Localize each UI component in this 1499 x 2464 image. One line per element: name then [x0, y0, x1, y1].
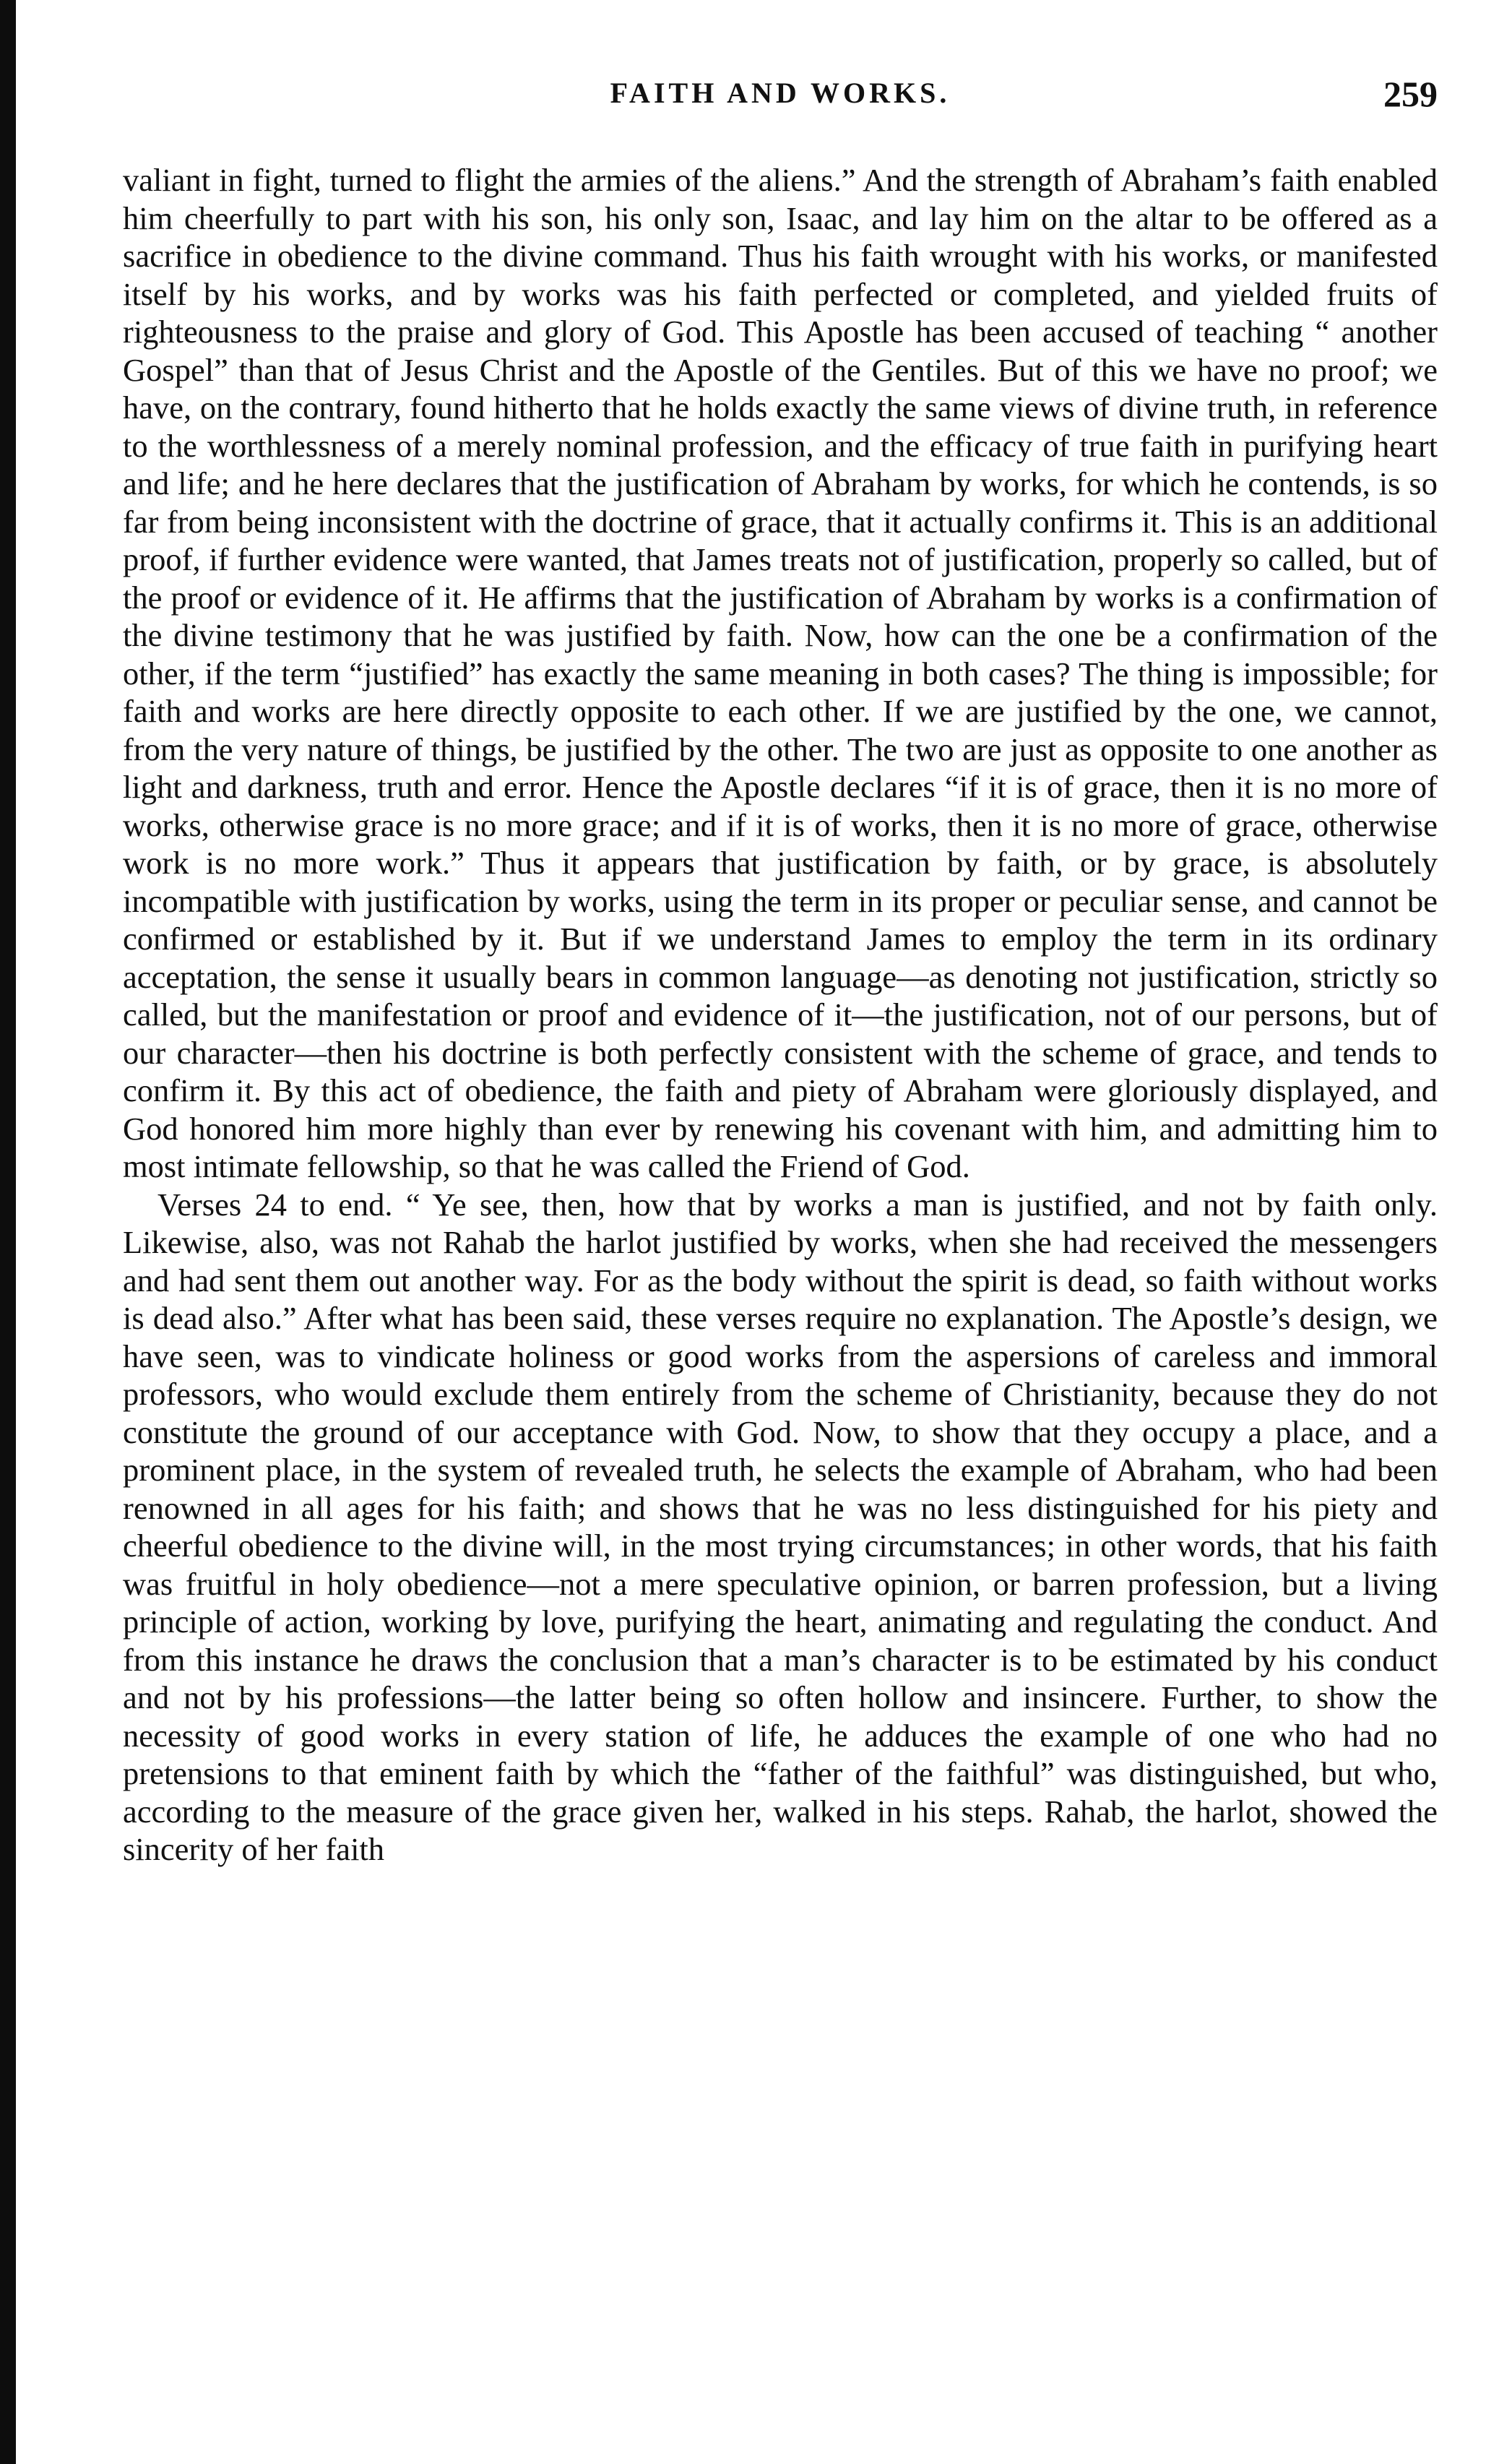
paragraph-continued: valiant in fight, turned to flight the armies of the aliens.” And the strength of Abraham’s faith enabled him cheerfully to part with his son, his only son, Isaac, and lay him on the altar to be offered as a sacrifice in obedience to the divine command. Thus his faith wrought with his works, or manifested itself by his works, and by works was his faith perfected or completed, and yielded fruits of righteousness to the praise and glory of God. This Apostle has been accused of teaching “ another Gospel” than that of Jesus Christ and the Apostle of the Gentiles. But of this we have no proof; we have, on the contrary, found hitherto that he holds exactly the same views of divine truth, in reference to the worthlessness of a merely nominal profession, and the efficacy of true faith in purifying heart and life; and he here declares that the justification of Abraham by works, for which he contends, is so far from being inconsistent with the doctrine of grace, that it actually confirms it. This is an additional proof, if further evidence were wanted, that James treats not of justification, properly so called, but of the proof or evidence of it. He affirms that the justification of Abraham by works is a confirmation of the divine testimony that he was justified by faith. Now, how can the one be a confirmation of the other, if the term “justified” has exactly the same meaning in both cases? The thing is impossible; for faith and works are here directly opposite to each other. If we are justified by the one, we cannot, from the very nature of things, be justified by the other. The two are just as opposite to one another as light and darkness, truth and error. Hence the Apostle declares “if it is of grace, then it is no more of works, otherwise grace is no more grace; and if it is of works, then it is no more of grace, otherwise work is no more work.” Thus it appears that justification by faith, or by grace, is absolutely incompatible with justification by works, using the term in its proper or peculiar sense, and cannot be confirmed or established by it. But if we understand James to employ the term in its ordinary acceptation, the sense it usually bears in common language—as denoting not justification, strictly so called, but the manifestation or proof and evidence of it—the justification, not of our persons, but of our character—then his doctrine is both perfectly consistent with the scheme of grace, and tends to confirm it. By this act of obedience, the faith and piety of Abraham were gloriously displayed, and God honored him more highly than ever by renewing his covenant with him, and admitting him to most intimate fellowship, so that he was called the Friend of God.: [123, 162, 1438, 1184]
running-title: FAITH AND WORKS.: [610, 77, 951, 109]
paragraph-verses-24-to-end: Verses 24 to end. “ Ye see, then, how that by works a man is justified, and not by faith only. Likewise, also, was not Rahab the harlot justified by works, when she had received the messengers and had sent them out another way. For as the body without the spirit is dead, so faith without works is dead also.” After what has been said, these verses require no explanation. The Apostle’s design, we have seen, was to vindicate holiness or good works from the aspersions of careless and immoral professors, who would exclude them entirely from the scheme of Christianity, because they do not constitute the ground of our acceptance with God. Now, to show that they occupy a place, and a prominent place, in the system of revealed truth, he selects the example of Abraham, who had been renowned in all ages for his faith; and shows that he was no less distinguished for his piety and cheerful obedience to the divine will, in the most trying circumstances; in other words, that his faith was fruitful in holy obedience—not a mere speculative opinion, or barren profession, but a living principle of action, working by love, purifying the heart, animating and regulating the conduct. And from this instance he draws the conclusion that a man’s character is to be estimated by his conduct and not by his professions—the latter being so often hollow and insincere. Further, to show the necessity of good works in every station of life, he adduces the example of one who had no pretensions to that eminent faith by which the “father of the faithful” was distinguished, but who, according to the measure of the grace given her, walked in his steps. Rahab, the harlot, showed the sincerity of her faith: [123, 1186, 1438, 1867]
running-head: [123, 76, 1438, 134]
body-text: [123, 161, 1438, 1869]
scan-edge-border: [0, 0, 16, 2464]
book-page: [123, 74, 1438, 1867]
page-number: 259: [1383, 74, 1438, 114]
